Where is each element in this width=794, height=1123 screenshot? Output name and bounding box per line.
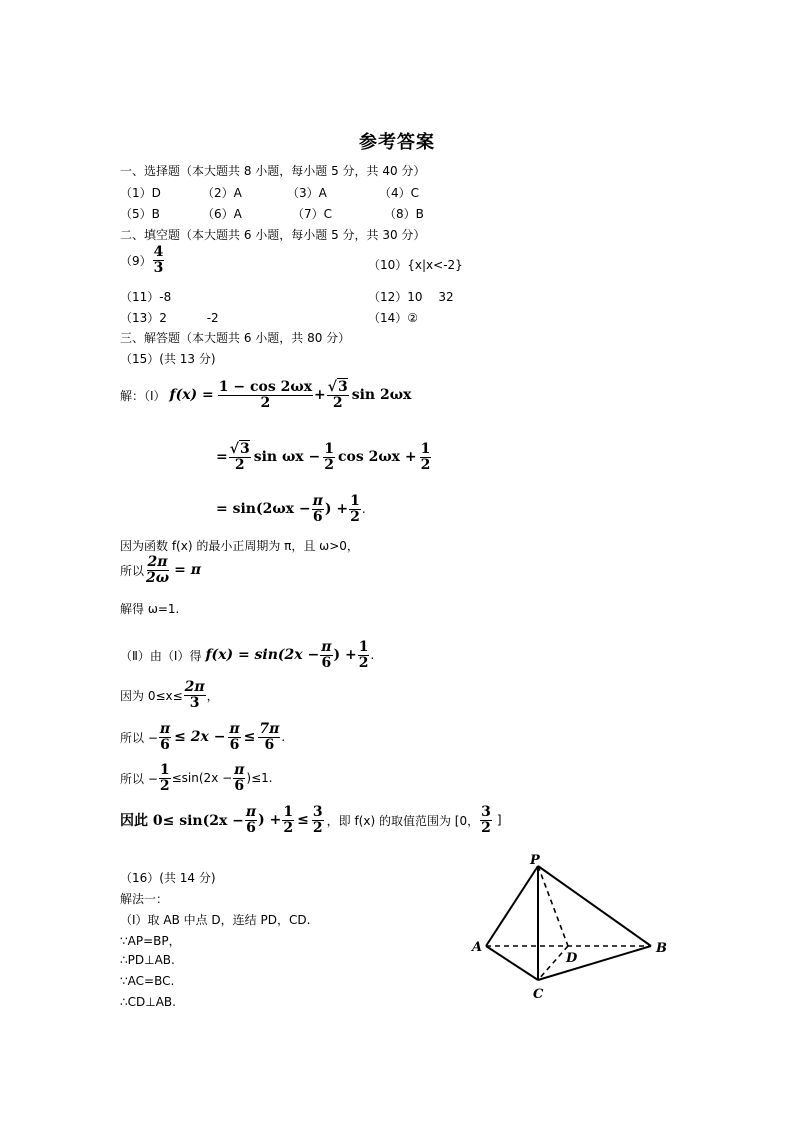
segment-pd-hidden: [538, 866, 568, 946]
fraction-2pi-2omega: [145, 555, 170, 585]
denominator: 6: [229, 736, 240, 753]
fraction-1-minus-cos: [218, 380, 313, 410]
numerator: π: [229, 721, 240, 737]
denominator: 2: [312, 819, 323, 836]
numerator: 1: [324, 441, 334, 457]
numerator: √3: [327, 379, 348, 395]
therefore-label: 因此 0≤ sin(2x −: [120, 813, 244, 830]
answer-11: （11）-8: [120, 290, 172, 304]
so-label: 所以 −: [120, 730, 158, 745]
sin-term: sin ωx −: [253, 449, 321, 466]
edge-pb: [538, 866, 651, 946]
fraction-4-3: [153, 245, 165, 275]
range-statement: ，即 f(x) 的取值范围为 [0，: [326, 813, 480, 828]
numerator: π: [234, 762, 245, 778]
equation-1: [120, 380, 411, 410]
fraction-3-2: [312, 805, 324, 835]
answer-1: （1）D: [120, 186, 161, 200]
period: .: [281, 730, 286, 745]
omega-result: 解得 ω=1.: [120, 602, 180, 616]
fraction-3-2: [480, 805, 492, 835]
equation-3: [216, 494, 366, 524]
equation-2: [216, 442, 432, 472]
denominator: 3: [189, 694, 200, 711]
numerator: 3: [312, 804, 323, 820]
label-b: B: [656, 941, 667, 956]
so-label: 所以 −: [120, 771, 158, 786]
sqrt-radicand: 3: [239, 441, 250, 457]
solution-label: 解：（Ⅰ）: [120, 388, 166, 403]
answer-14: （14）②: [368, 311, 419, 325]
plus-term: ) +: [324, 501, 349, 518]
denominator: 2: [358, 654, 369, 671]
sin-expression: = sin(2ωx −: [216, 501, 311, 518]
fraction-1-2: [323, 442, 335, 472]
sin-range: [120, 763, 273, 793]
f-lhs: f(x) =: [169, 387, 214, 404]
fraction-7pi-6: [258, 722, 280, 752]
page-title: 参考答案: [359, 132, 435, 153]
denominator: 3: [153, 259, 164, 276]
leq-sign: ≤: [243, 729, 256, 746]
answer-5: （5）B: [120, 207, 160, 221]
numerator: π: [312, 493, 323, 509]
denominator: 6: [264, 736, 275, 753]
section-fill-heading: 二、填空题（本大题共 6 小题，每小题 5 分，共 30 分）: [120, 228, 426, 242]
answer-2: （2）A: [202, 186, 242, 200]
label-c: C: [533, 987, 544, 1002]
denominator: 2: [332, 394, 343, 411]
proof-line-5: ∴CD⊥AB.: [120, 995, 176, 1009]
sin-expression: ≤sin(2x −: [171, 771, 233, 786]
edge-cb: [538, 946, 651, 980]
period: .: [370, 648, 375, 663]
fraction-1-2: [358, 640, 370, 670]
tetrahedron-figure: [466, 852, 676, 1002]
f-expression: f(x) = sin(2x −: [205, 647, 320, 664]
label-p: P: [530, 853, 540, 868]
numerator: 2π: [147, 554, 168, 570]
label-d: D: [566, 951, 578, 966]
answer-4: （4）C: [379, 186, 420, 200]
numerator: 1: [350, 493, 360, 509]
plus-term: ) +: [333, 647, 357, 664]
answer-9: [120, 245, 165, 275]
plus-term: ) +: [258, 812, 282, 829]
fraction-pi-6: [233, 763, 245, 793]
equation-2pi-over-2omega: [120, 555, 201, 585]
answer-8: （8）B: [384, 207, 424, 221]
proof-line-1: （Ⅰ）取 AB 中点 D，连结 PD，CD.: [120, 913, 311, 927]
denominator: 2: [420, 456, 431, 473]
answer-7: （7）C: [292, 207, 333, 221]
value-range: [120, 805, 502, 835]
period-statement: 因为函数 f(x) 的最小正周期为 π，且 ω>0，: [120, 539, 359, 553]
so-label: 所以: [120, 563, 145, 578]
denominator: 6: [160, 736, 170, 753]
numerator: π: [245, 804, 257, 820]
period: .: [361, 502, 366, 517]
answer-9-label: （9）: [120, 253, 152, 268]
part-ii-label: （Ⅱ）由（Ⅰ）得: [120, 648, 202, 663]
edge-ac: [486, 946, 538, 980]
fraction-pi-6: [312, 494, 324, 524]
denominator: 2: [350, 508, 360, 525]
fraction-1-2: [349, 494, 361, 524]
numerator: 1: [159, 762, 170, 778]
fraction-pi-6: [228, 722, 240, 752]
answer-13: （13）2 -2: [120, 311, 219, 325]
sin-term: sin 2ωx: [351, 387, 412, 404]
closing-bracket: ]: [496, 813, 502, 828]
numerator: √3: [229, 441, 250, 457]
numerator: 1 − cos 2ωx: [218, 379, 313, 395]
denominator: 2: [234, 456, 245, 473]
fraction-1-2: [420, 442, 432, 472]
numerator: 7π: [259, 721, 280, 737]
range-label: 因为 0≤x≤: [120, 688, 183, 703]
numerator: 4: [153, 244, 164, 260]
denominator: 2ω: [146, 569, 170, 586]
answer-6: （6）A: [202, 207, 242, 221]
plus-sign: +: [314, 387, 326, 404]
proof-line-4: ∵AC=BC.: [120, 974, 175, 988]
denominator: 6: [312, 508, 323, 525]
numerator: 1: [283, 804, 294, 820]
sqrt-radicand: 3: [337, 379, 348, 395]
fraction-sqrt3-2: [229, 442, 251, 472]
denominator: 2: [159, 777, 170, 794]
fraction-pi-6: [320, 640, 332, 670]
section-solution-heading: 三、解答题（本大题共 6 小题，共 80 分）: [120, 331, 351, 345]
label-a: A: [472, 940, 483, 955]
equals-sign: =: [216, 449, 228, 466]
numerator: 1: [358, 639, 369, 655]
numerator: 2π: [184, 679, 205, 695]
question-16-heading: （16）(共 14 分): [120, 871, 216, 885]
leq-sign: ≤: [297, 812, 309, 829]
fraction-pi-6: [159, 722, 171, 752]
fraction-2pi-3: [184, 680, 206, 710]
x-range: [120, 680, 219, 710]
numerator: 1: [420, 441, 431, 457]
edge-pa: [486, 866, 538, 946]
denominator: 2: [481, 819, 491, 836]
argument-range: [120, 722, 285, 752]
part-ii-function: [120, 640, 374, 670]
denominator: 6: [234, 777, 245, 794]
equals-pi: = π: [174, 562, 201, 579]
section-choice-heading: 一、选择题（本大题共 8 小题，每小题 5 分，共 40 分）: [120, 164, 426, 178]
answer-3: （3）A: [287, 186, 327, 200]
denominator: 6: [246, 819, 256, 836]
denominator: 2: [260, 394, 271, 411]
fraction-pi-6: [245, 805, 257, 835]
two-x-term: ≤ 2x −: [174, 729, 226, 746]
numerator: π: [159, 721, 171, 737]
fraction-1-2: [159, 763, 171, 793]
question-15-heading: （15）(共 13 分): [120, 352, 216, 366]
method-label: 解法一：: [120, 892, 169, 906]
fraction-1-2: [282, 805, 294, 835]
cos-term: cos 2ωx +: [337, 449, 417, 466]
fraction-sqrt3-2: [327, 380, 349, 410]
numerator: 3: [481, 804, 491, 820]
numerator: π: [321, 639, 332, 655]
proof-line-2: ∵AP=BP，: [120, 934, 181, 948]
comma: ，: [206, 688, 219, 703]
proof-line-3: ∴PD⊥AB.: [120, 953, 175, 967]
answer-12: （12）10 32: [368, 290, 454, 304]
denominator: 2: [324, 456, 334, 473]
denominator: 6: [321, 654, 332, 671]
upper-bound: )≤1.: [246, 771, 273, 786]
denominator: 2: [283, 819, 294, 836]
answer-10: （10）{x|x<-2}: [368, 258, 463, 272]
